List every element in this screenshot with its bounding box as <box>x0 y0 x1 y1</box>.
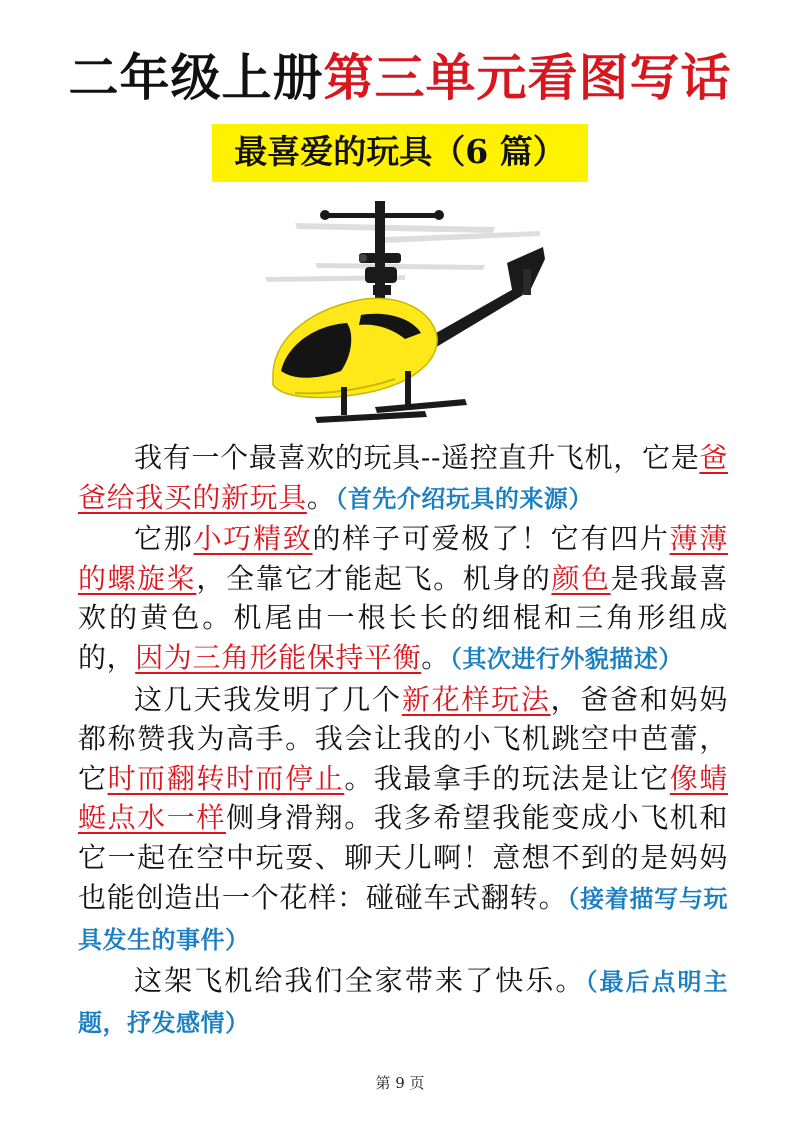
highlight-phrase: 像蜻蜓点水一样 <box>78 761 728 835</box>
highlight-phrase: 颜色 <box>551 561 611 595</box>
essay-text: 它那 <box>134 522 194 556</box>
essay <box>78 438 728 1044</box>
highlight-phrase: 时而翻转时而停止 <box>107 761 345 795</box>
rotor-blades <box>265 223 540 282</box>
toy-helicopter-icon <box>255 195 555 435</box>
writing-tip-note: （最后点明主题，抒发感情） <box>78 967 728 1038</box>
essay-text: 。 <box>306 480 336 514</box>
essay-text: 。 <box>421 640 450 674</box>
essay-text: ，爸爸和妈妈都称赞我为高手。我会让我的小飞机跳空中芭蕾，它 <box>78 682 728 795</box>
subtitle-banner <box>0 124 800 182</box>
title-grade: 二年级上册 <box>68 49 324 107</box>
essay-paragraph-theme <box>78 961 728 1044</box>
essay-text: 我有一个最喜欢的玩具--遥控直升飞机，它是 <box>134 441 700 474</box>
essay-text: 的样子可爱极了！它有四片 <box>312 522 670 556</box>
essay-text: 这架飞机给我们全家带来了快乐。 <box>134 963 586 997</box>
essay-text: 。我最拿手的玩法是让它 <box>344 761 670 795</box>
highlight-phrase: 爸爸给我买的新玩具 <box>78 441 728 514</box>
fuselage <box>273 298 437 397</box>
essay-text: ，全靠它才能起飞。机身的 <box>196 561 552 595</box>
writing-tip-note: （首先介绍玩具的来源） <box>335 484 593 513</box>
page-number: 第 9 页 <box>375 1074 425 1092</box>
highlight-phrase: 薄薄的螺旋桨 <box>78 522 728 595</box>
essay-paragraph-events <box>78 680 728 961</box>
highlight-phrase: 因为三角形能保持平衡 <box>135 640 422 674</box>
essay-text: 这几天我发明了几个 <box>134 682 402 716</box>
highlight-phrase: 小巧精致 <box>193 522 313 556</box>
highlight-phrase: 新花样玩法 <box>401 682 551 716</box>
rotor-hub <box>320 201 444 311</box>
essay-paragraph-source <box>78 438 728 519</box>
essay-text: 是我最喜欢的黄色。机尾由一根长长的细棍和三角形组成的， <box>78 561 728 674</box>
subtitle: 最喜爱的玩具（6 篇） <box>212 124 587 182</box>
writing-tip-note: （其次进行外貌描述） <box>449 644 683 673</box>
writing-tip-note: （接着描写与玩具发生的事件） <box>78 884 729 955</box>
title-unit: 第三单元看图写话 <box>323 49 732 107</box>
essay-text: 侧身滑翔。我多希望我能变成小飞机和它一起在空中玩耍、聊天儿啊！意想不到的是妈妈也能创造出一个花样：碰碰车式翻转。 <box>78 801 728 914</box>
essay-paragraph-appearance <box>78 519 728 679</box>
page-title <box>0 42 800 114</box>
